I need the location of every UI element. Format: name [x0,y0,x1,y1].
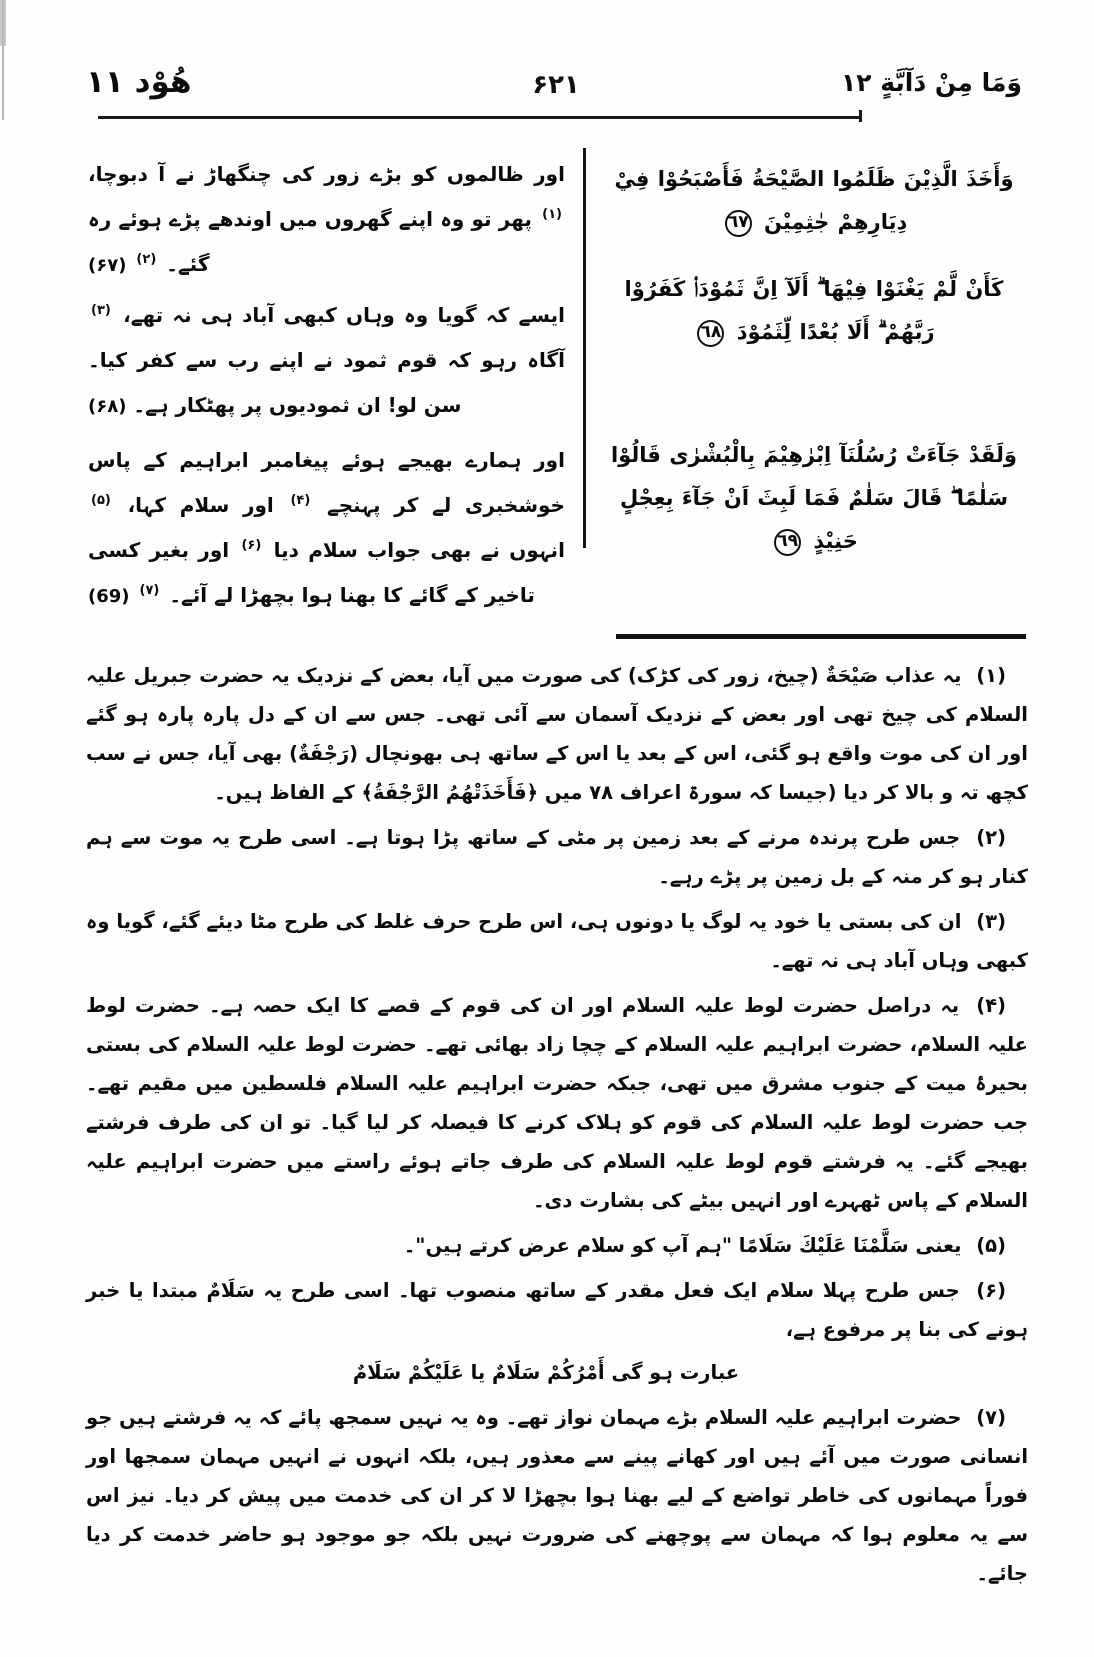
footnote-ref-5: (۵) [91,493,111,509]
footnote-7 [86,1398,1028,1593]
footnote-ref-4: (۴) [290,493,311,509]
translation-69-ayah-number: (69) [88,586,130,607]
footnote-ref-2: (۲) [136,252,157,268]
running-header [80,60,1032,118]
footnote-separator-rule [616,634,1026,639]
footnote-ref-6: (۶) [241,538,262,554]
footnote-7-text: حضرت ابراہیم علیہ السلام بڑے مہمان نواز تھے۔ وہ یہ نہیں سمجھ پائے کہ یہ فرشتے ہیں جو انسانی صورت میں آئے ہیں اور کھانے پینے سے معذور ہیں، بلکہ انہوں نے انہیں مہمان سمجھا اور فوراً مہمانوں کی خاطر تواضع کے لیے بھنا ہوا بچھڑا لا کر ان کی خدمت میں پیش کر دیا۔ نیز اس سے یہ معلوم ہوا کہ مہمان سے پوچھنے کی ضرورت نہیں بلکہ جو موجود ہو حاضر خدمت کر دیا جائے۔ [86,1406,1028,1585]
ayah-67-number: ٦٧ [725,210,752,237]
ayah-69-text: وَلَقَدْ جَآءَتْ رُسُلُنَآ اِبْرٰهِيْمَ بِالْبُشْرٰى قَالُوْا سَلٰمًا ۖ قَالَ سَلٰمٌ فَمَا لَبِثَ اَنْ جَآءَ بِعِجْلٍ حَنِيْذٍ [611,443,1017,554]
footnote-4-text: یہ دراصل حضرت لوط علیہ السلام اور ان کی قوم کے قصے کا ایک حصہ ہے۔ حضرت لوط علیہ السلام، حضرت ابراہیم علیہ السلام کے چچا زاد بھائی تھے۔ حضرت لوط علیہ السلام کی بستی بحیرۂ میت کے جنوب مشرق میں تھی، جبکہ حضرت ابراہیم علیہ السلام فلسطین میں مقیم تھے۔ جب حضرت لوط علیہ السلام کی قوم کو ہلاک کرنے کا فیصلہ کر لیا گیا۔ تو ان کی طرف فرشتے بھیجے گئے۔ یہ فرشتے قوم لوط علیہ السلام کی طرف جاتے ہوئے راستے میں حضرت ابراہیم علیہ السلام کے پاس ٹھہرے اور انہیں بیٹے کی بشارت دی۔ [86,994,1028,1212]
translation-ayah-69 [88,438,565,618]
footnote-6-marker: (۶) [976,1279,1006,1302]
scan-artifact-left [2,0,4,120]
page-number: ۶۲۱ [532,70,580,100]
column-divider [583,148,586,548]
ayah-68-number: ٦٨ [697,320,724,347]
footnote-4 [86,986,1028,1220]
footnote-5 [86,1226,1028,1265]
arabic-verse-column [586,144,1032,622]
translation-69-part-4: اور بغیر کسی تاخیر کے گائے کا بھنا ہوا بچھڑا لے آئے۔ [88,538,535,607]
translation-69-part-3: انہوں نے بھی جواب سلام دیا [273,538,565,562]
footnote-3-text: ان کی بستی یا خود یہ لوگ یا دونوں ہی، اس طرح حرف غلط کی طرح مٹا دیئے گئے، گویا وہ کبھی وہاں آباد ہی نہ تھے۔ [86,910,1028,972]
verse-translation-band [80,144,1032,622]
footnote-6 [86,1271,1028,1392]
footnote-6-text: جس طرح پہلا سلام ایک فعل مقدر کے ساتھ منصوب تھا۔ اسی طرح یہ سَلَامٌ مبتدا یا خبر ہونے کی بنا پر مرفوع ہے، [86,1279,1028,1341]
ayah-69 [608,434,1020,563]
footnote-section [80,650,1032,1593]
translation-67-part-1: اور ظالموں کو بڑے زور کی چنگھاڑ نے آ دبوچا، [88,162,565,186]
page-content [80,60,1032,1617]
translation-ayah-67 [88,152,565,287]
footnote-5-marker: (۵) [976,1234,1006,1257]
translation-69-part-2: اور سلام کہا، [127,493,274,517]
translation-67-part-2: پھر تو وہ اپنے گھروں میں اوندھے پڑے ہوئے رہ گئے۔ [88,207,532,276]
footnote-ref-7: (۷) [139,583,160,599]
footnote-1-text: یہ عذاب صَیْحَةٌ (چیخ، زور کی کڑک) کی صورت میں آیا، بعض کے نزدیک یہ حضرت جبریل علیہ السلام کی چیخ تھی اور بعض کے نزدیک آسمان سے آئی تھی۔ جس سے ان کے دل پارہ پارہ ہو گئے اور ان کی موت واقع ہو گئی، اس کے بعد یا اس کے ساتھ ہی بھونچال (رَجْفَةٌ) بھی آیا، جس نے سب کچھ تہ و بالا کر دیا (جیسا کہ سورۃ اعراف ۷۸ میں ﴿فَأَخَذَتْهُمُ الرَّجْفَةُ﴾ کے الفاظ ہیں۔ [86,664,1028,804]
translation-68-ayah-number: (۶۸) [88,396,127,417]
footnote-4-marker: (۴) [976,994,1007,1017]
footnote-5-text: یعنی سَلَّمْنَا عَلَیْكَ سَلَامًا "ہم آپ کو سلام عرض کرتے ہیں"۔ [403,1234,962,1257]
footnote-3 [86,902,1028,980]
ayah-67-text: وَأَخَذَ الَّذِيْنَ ظَلَمُوا الصَّيْحَةُ فَأَصْبَحُوْا فِيْ دِيَارِهِمْ جٰثِمِيْنَ [614,167,1014,235]
footnote-ref-3: (۳) [91,303,111,319]
footnote-2-text: جس طرح پرندہ مرنے کے بعد زمین پر مٹی کے ساتھ پڑا ہوتا ہے۔ اسی طرح یہ موت سے ہم کنار ہو کر منہ کے بل زمین پر پڑے رہے۔ [86,826,1028,888]
footnote-ref-1: (۱) [542,207,562,223]
ayah-68 [608,268,1020,404]
footnote-7-marker: (۷) [976,1406,1006,1429]
footnote-separator-wrap [80,624,1032,650]
ayah-68-text: كَأَنْ لَّمْ يَغْنَوْا فِيْهَا ۗ أَلَآ اِنَّ ثَمُوْدَا۟ كَفَرُوْا رَبَّهُمْ ۗ أَلَا بُعْدًا لِّثَمُوْدَ [624,277,1004,345]
footnote-2-marker: (۲) [976,826,1006,849]
header-divider-rule [98,116,862,119]
header-divider-tick [859,110,862,122]
footnote-1 [86,656,1028,812]
ayah-69-number: ٦٩ [774,529,801,556]
translation-68-part-2: آگاہ رہو کہ قوم ثمود نے اپنے رب سے کفر کیا۔ سن لو! ان ثمودیوں پر پھٹکار ہے۔ [88,348,565,417]
footnote-3-marker: (۳) [976,910,1006,933]
translation-ayah-68 [88,293,565,428]
footnote-1-marker: (۱) [976,664,1006,687]
footnote-2 [86,818,1028,896]
header-juz-name: وَمَا مِنْ دَآبَّةٍ ١٢ [841,68,1022,97]
translation-67-ayah-number: (۶۷) [88,255,127,276]
translation-68-part-1: ایسے کہ گویا وہ وہاں کبھی آباد ہی نہ تھے، [123,303,565,327]
ayah-67 [608,158,1020,250]
header-surah-name: هُوْد ١١ [86,64,192,100]
footnote-6-arabic-line: عبارت ہو گی أَمْرُكُمْ سَلَامٌ یا عَلَیْكُمْ سَلَامٌ [352,1361,740,1384]
translation-69-part-1: اور ہمارے بھیجے ہوئے پیغامبر ابراہیم کے پاس خوشخبری لے کر پہنچے [88,448,565,517]
urdu-translation-column [80,144,583,622]
